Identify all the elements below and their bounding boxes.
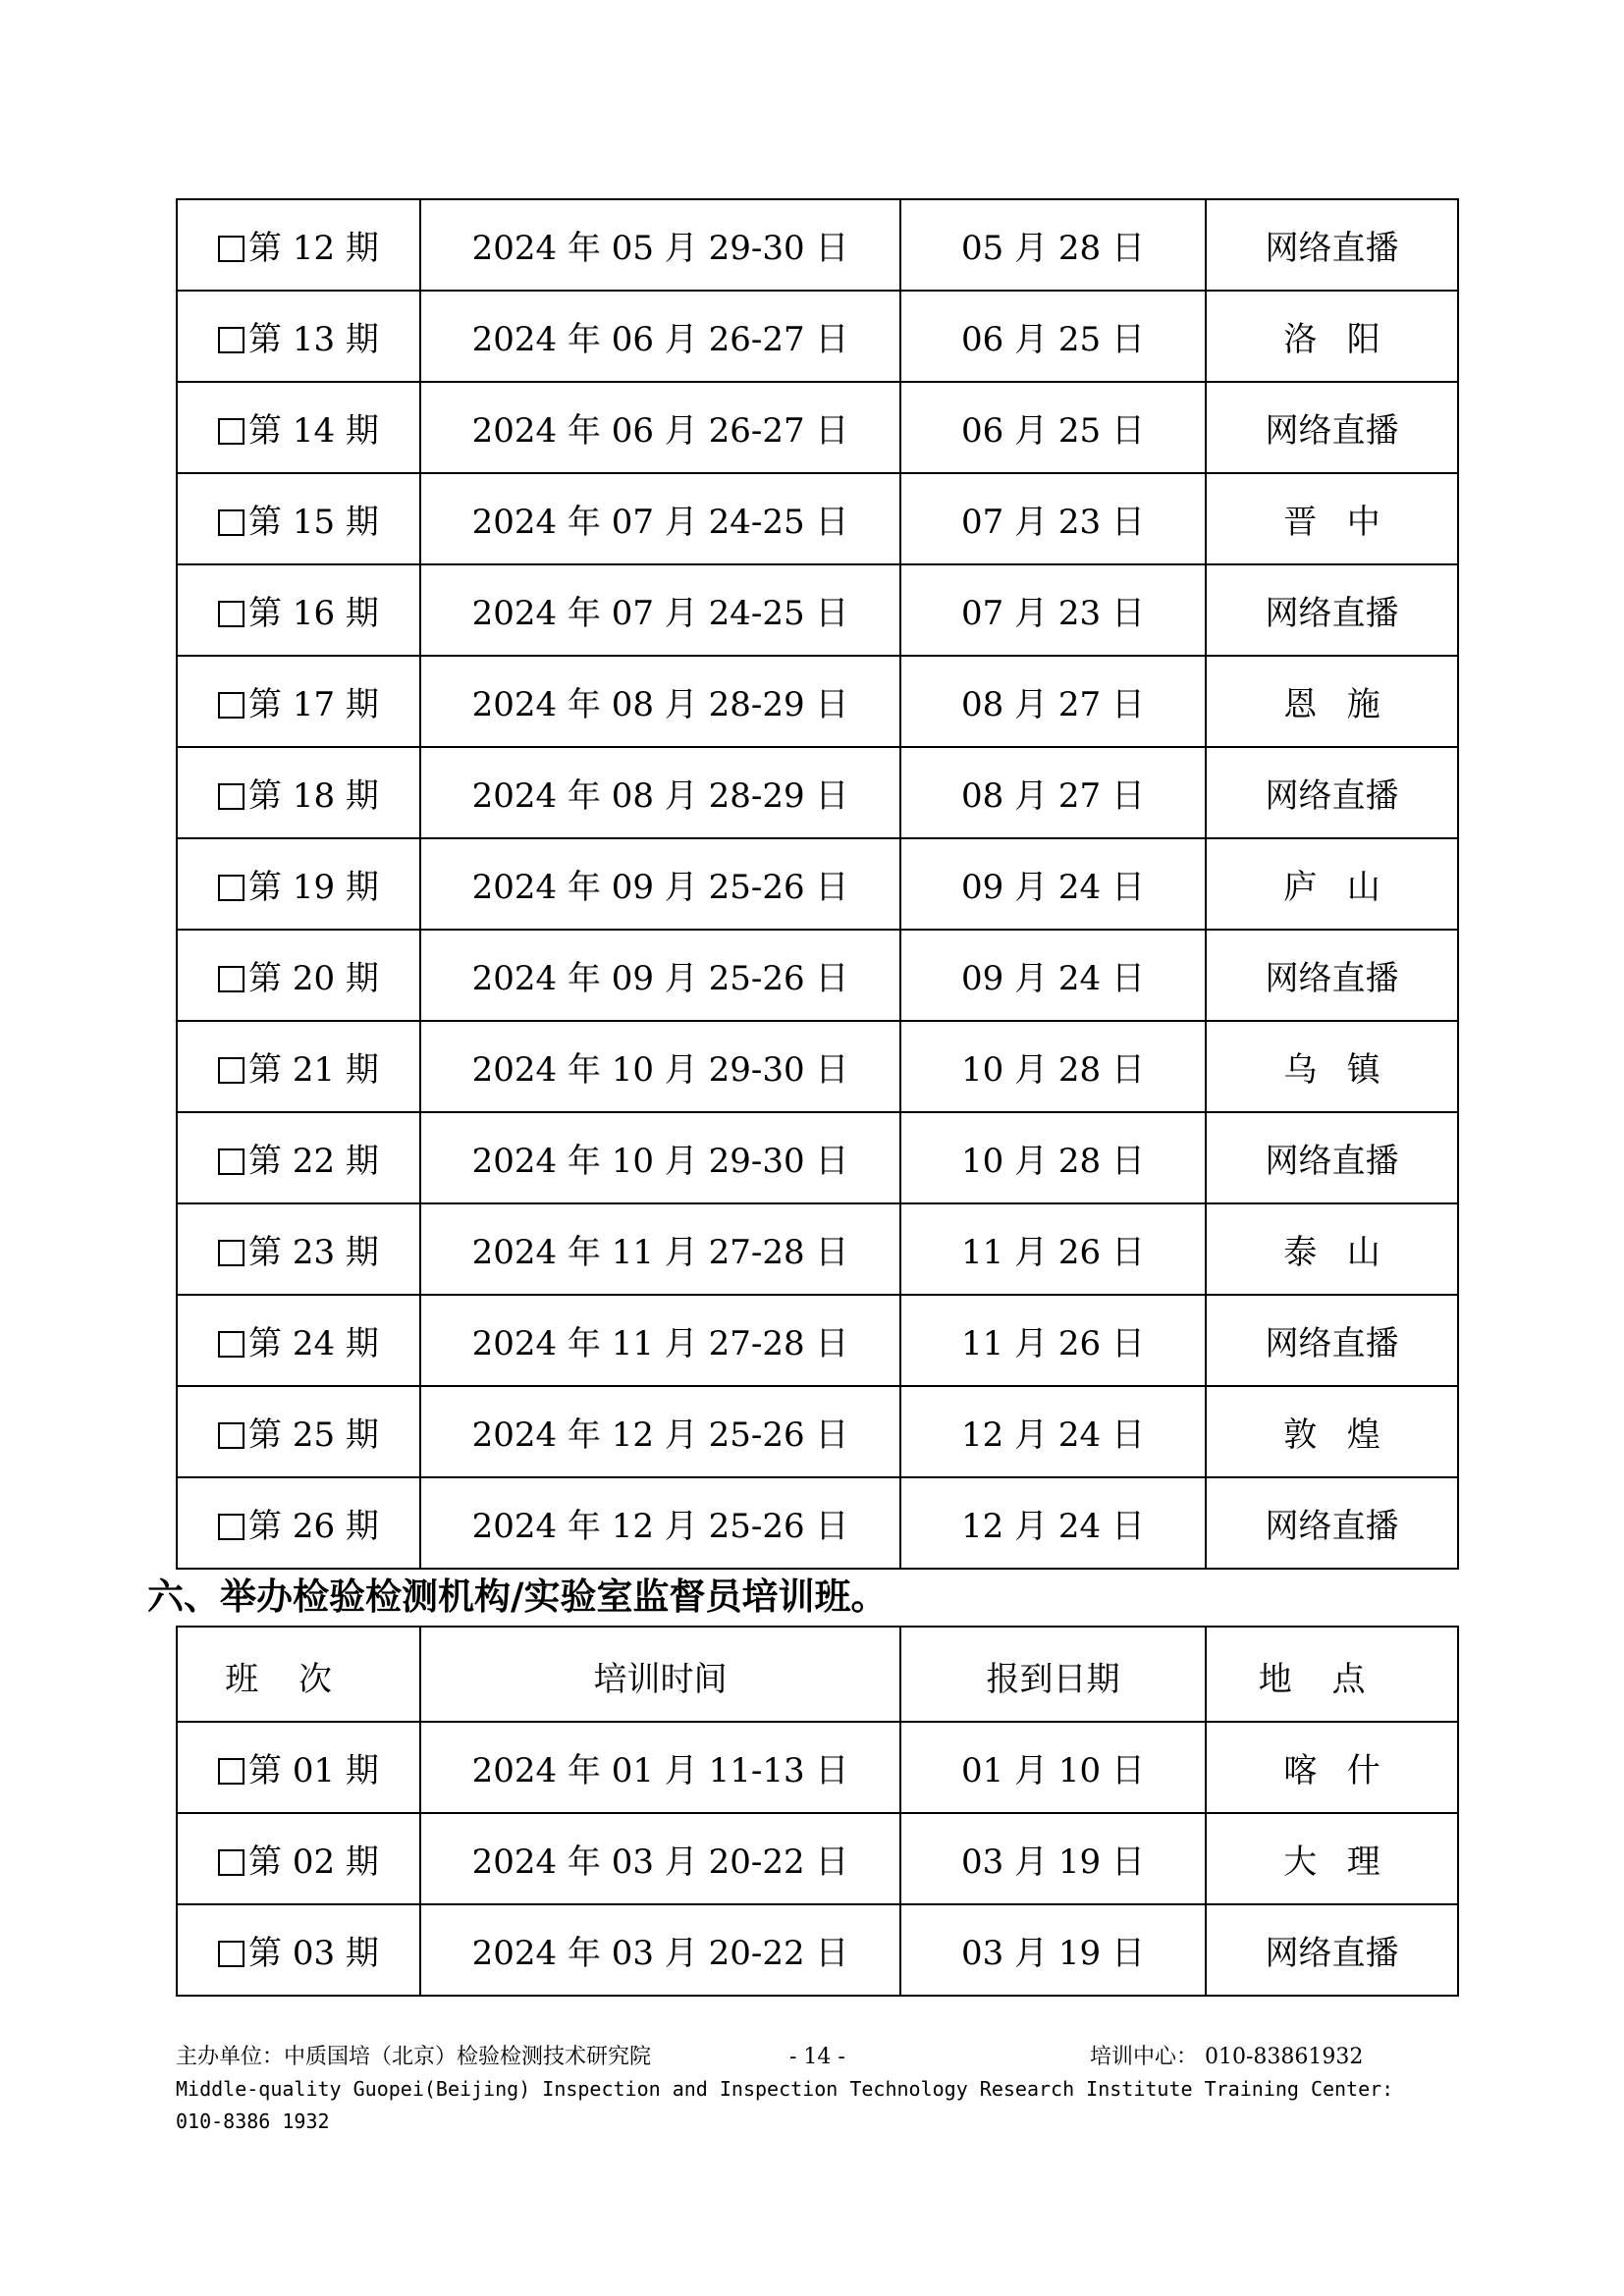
location-label: 乌镇 [1283, 1050, 1411, 1090]
training-dates-cell: 2024 年 12 月 25-26 日 [420, 1386, 900, 1477]
registration-date-cell: 07 月 23 日 [900, 473, 1206, 564]
period-cell [177, 1386, 420, 1477]
location-label: 网络直播 [1265, 959, 1399, 998]
header-class-label: 班次 [225, 1660, 372, 1699]
training-dates-cell: 2024 年 08 月 28-29 日 [420, 747, 900, 838]
period-cell [177, 291, 420, 382]
registration-date-cell: 03 月 19 日 [900, 1813, 1206, 1904]
checkbox-icon[interactable] [218, 418, 244, 445]
location-label: 晋中 [1283, 503, 1411, 542]
footer-line-1 [176, 2041, 1452, 2073]
registration-date-cell: 11 月 26 日 [900, 1295, 1206, 1386]
footer-english-line-2: 010-8386 1932 [176, 2109, 330, 2133]
training-dates-cell: 2024 年 05 月 29-30 日 [420, 199, 900, 291]
period-label: 第 22 期 [248, 1142, 379, 1181]
checkbox-icon[interactable] [218, 601, 244, 627]
period-cell [177, 838, 420, 930]
checkbox-icon[interactable] [218, 1758, 244, 1785]
schedule-table-a [176, 198, 1459, 1570]
location-cell [1206, 1295, 1458, 1386]
training-dates-cell: 2024 年 11 月 27-28 日 [420, 1203, 900, 1295]
table-row [177, 1722, 1458, 1813]
checkbox-icon[interactable] [218, 509, 244, 536]
registration-date-cell: 10 月 28 日 [900, 1112, 1206, 1203]
period-cell [177, 1477, 420, 1569]
location-cell [1206, 1203, 1458, 1295]
checkbox-icon[interactable] [218, 1148, 244, 1175]
period-label: 第 14 期 [248, 411, 379, 451]
training-dates-cell: 2024 年 09 月 25-26 日 [420, 930, 900, 1021]
period-label: 第 02 期 [248, 1842, 379, 1882]
period-cell [177, 1813, 420, 1904]
location-label: 网络直播 [1265, 594, 1399, 633]
table-row [177, 1112, 1458, 1203]
registration-date-cell: 01 月 10 日 [900, 1722, 1206, 1813]
table-row [177, 564, 1458, 656]
location-cell [1206, 199, 1458, 291]
schedule-table-a-body [177, 199, 1458, 1569]
location-cell [1206, 1386, 1458, 1477]
page-number: - 14 - [789, 2045, 845, 2069]
registration-date-cell: 06 月 25 日 [900, 382, 1206, 473]
period-label: 第 25 期 [248, 1415, 379, 1455]
header-loc-label: 地点 [1258, 1660, 1406, 1699]
period-cell [177, 473, 420, 564]
schedule-table-b-body [177, 1627, 1458, 1996]
period-label: 第 24 期 [248, 1324, 379, 1363]
table-row [177, 1386, 1458, 1477]
period-label: 第 19 期 [248, 868, 379, 907]
table-row [177, 1477, 1458, 1569]
table-row [177, 656, 1458, 747]
registration-date-cell: 10 月 28 日 [900, 1021, 1206, 1112]
section-heading: 六、举办检验检测机构/实验室监督员培训班。 [147, 1575, 888, 1618]
location-label: 庐山 [1283, 868, 1411, 907]
period-cell [177, 1021, 420, 1112]
period-cell [177, 1112, 420, 1203]
training-dates-cell: 2024 年 09 月 25-26 日 [420, 838, 900, 930]
training-dates-cell: 2024 年 10 月 29-30 日 [420, 1021, 900, 1112]
training-dates-cell: 2024 年 07 月 24-25 日 [420, 564, 900, 656]
checkbox-icon[interactable] [218, 1849, 244, 1876]
location-label: 网络直播 [1265, 229, 1399, 268]
table-row [177, 199, 1458, 291]
period-cell [177, 199, 420, 291]
registration-date-cell: 12 月 24 日 [900, 1477, 1206, 1569]
period-label: 第 12 期 [248, 229, 379, 268]
location-label: 网络直播 [1265, 1507, 1399, 1546]
table-row [177, 747, 1458, 838]
period-cell [177, 930, 420, 1021]
location-cell [1206, 382, 1458, 473]
training-dates-cell: 2024 年 07 月 24-25 日 [420, 473, 900, 564]
location-cell [1206, 656, 1458, 747]
location-label: 网络直播 [1265, 776, 1399, 816]
table-row [177, 838, 1458, 930]
location-cell [1206, 747, 1458, 838]
table-row [177, 473, 1458, 564]
period-cell [177, 1722, 420, 1813]
table-row [177, 382, 1458, 473]
checkbox-icon[interactable] [218, 692, 244, 719]
period-label: 第 16 期 [248, 594, 379, 633]
period-label: 第 20 期 [248, 959, 379, 998]
period-label: 第 23 期 [248, 1233, 379, 1272]
checkbox-icon[interactable] [218, 327, 244, 353]
table-row [177, 1813, 1458, 1904]
location-cell [1206, 1021, 1458, 1112]
table-row [177, 1203, 1458, 1295]
location-label: 网络直播 [1265, 1142, 1399, 1181]
registration-date-cell: 11 月 26 日 [900, 1203, 1206, 1295]
footer-training-center: 培训中心： 010-83861932 [1090, 2045, 1364, 2069]
checkbox-icon[interactable] [218, 875, 244, 901]
period-label: 第 17 期 [248, 685, 379, 724]
registration-date-cell: 07 月 23 日 [900, 564, 1206, 656]
checkbox-icon[interactable] [218, 1057, 244, 1084]
period-label: 第 26 期 [248, 1507, 379, 1546]
period-cell [177, 1295, 420, 1386]
period-label: 第 13 期 [248, 320, 379, 359]
location-cell [1206, 473, 1458, 564]
checkbox-icon[interactable] [218, 1941, 244, 1967]
footer-english-line-1: Middle-quality Guopei(Beijing) Inspection and Inspection Technology Research Institute Training Center: [176, 2077, 1394, 2101]
training-dates-cell: 2024 年 11 月 27-28 日 [420, 1295, 900, 1386]
registration-date-cell: 05 月 28 日 [900, 199, 1206, 291]
location-label: 网络直播 [1265, 411, 1399, 451]
registration-date-cell: 08 月 27 日 [900, 747, 1206, 838]
checkbox-icon[interactable] [218, 1422, 244, 1449]
location-cell [1206, 1112, 1458, 1203]
table-row [177, 291, 1458, 382]
checkbox-icon[interactable] [218, 783, 244, 810]
location-label: 泰山 [1283, 1233, 1411, 1272]
registration-date-cell: 09 月 24 日 [900, 930, 1206, 1021]
period-cell [177, 382, 420, 473]
checkbox-icon[interactable] [218, 1240, 244, 1266]
period-cell [177, 656, 420, 747]
period-label: 第 21 期 [248, 1050, 379, 1090]
location-cell [1206, 1477, 1458, 1569]
checkbox-icon[interactable] [218, 236, 244, 262]
registration-date-cell: 06 月 25 日 [900, 291, 1206, 382]
checkbox-icon[interactable] [218, 1514, 244, 1540]
footer-organizer: 主办单位：中质国培（北京）检验检测技术研究院 [176, 2045, 652, 2069]
period-cell [177, 747, 420, 838]
header-time [420, 1627, 900, 1722]
location-label: 恩施 [1283, 685, 1411, 724]
period-label: 第 15 期 [248, 503, 379, 542]
location-cell [1206, 291, 1458, 382]
period-label: 第 01 期 [248, 1751, 379, 1790]
training-dates-cell: 2024 年 06 月 26-27 日 [420, 382, 900, 473]
header-time-label: 培训时间 [593, 1660, 728, 1699]
training-dates-cell: 2024 年 08 月 28-29 日 [420, 656, 900, 747]
training-dates-cell: 2024 年 12 月 25-26 日 [420, 1477, 900, 1569]
table-row [177, 1904, 1458, 1996]
period-cell [177, 1904, 420, 1996]
page-footer [176, 2041, 1452, 2138]
period-label: 第 18 期 [248, 776, 379, 816]
header-reg [900, 1627, 1206, 1722]
header-class [177, 1627, 420, 1722]
location-label: 大理 [1283, 1842, 1411, 1882]
checkbox-icon[interactable] [218, 966, 244, 992]
period-label: 第 03 期 [248, 1934, 379, 1973]
training-dates-cell: 2024 年 10 月 29-30 日 [420, 1112, 900, 1203]
training-dates-cell: 2024 年 03 月 20-22 日 [420, 1813, 900, 1904]
table-row [177, 1021, 1458, 1112]
location-label: 洛阳 [1283, 320, 1411, 359]
header-reg-label: 报到日期 [986, 1660, 1120, 1699]
location-label: 网络直播 [1265, 1324, 1399, 1363]
location-cell [1206, 838, 1458, 930]
location-cell [1206, 1722, 1458, 1813]
table-row [177, 1295, 1458, 1386]
registration-date-cell: 03 月 19 日 [900, 1904, 1206, 1996]
location-cell [1206, 1904, 1458, 1996]
location-cell [1206, 930, 1458, 1021]
registration-date-cell: 08 月 27 日 [900, 656, 1206, 747]
checkbox-icon[interactable] [218, 1331, 244, 1358]
registration-date-cell: 12 月 24 日 [900, 1386, 1206, 1477]
location-cell [1206, 1813, 1458, 1904]
schedule-table-b [176, 1626, 1459, 1997]
period-cell [177, 1203, 420, 1295]
location-label: 敦煌 [1283, 1415, 1411, 1455]
training-dates-cell: 2024 年 06 月 26-27 日 [420, 291, 900, 382]
training-dates-cell: 2024 年 01 月 11-13 日 [420, 1722, 900, 1813]
header-loc [1206, 1627, 1458, 1722]
table-header-row [177, 1627, 1458, 1722]
registration-date-cell: 09 月 24 日 [900, 838, 1206, 930]
location-cell [1206, 564, 1458, 656]
table-row [177, 930, 1458, 1021]
period-cell [177, 564, 420, 656]
training-dates-cell: 2024 年 03 月 20-22 日 [420, 1904, 900, 1996]
location-label: 喀什 [1283, 1751, 1411, 1790]
location-label: 网络直播 [1265, 1934, 1399, 1973]
